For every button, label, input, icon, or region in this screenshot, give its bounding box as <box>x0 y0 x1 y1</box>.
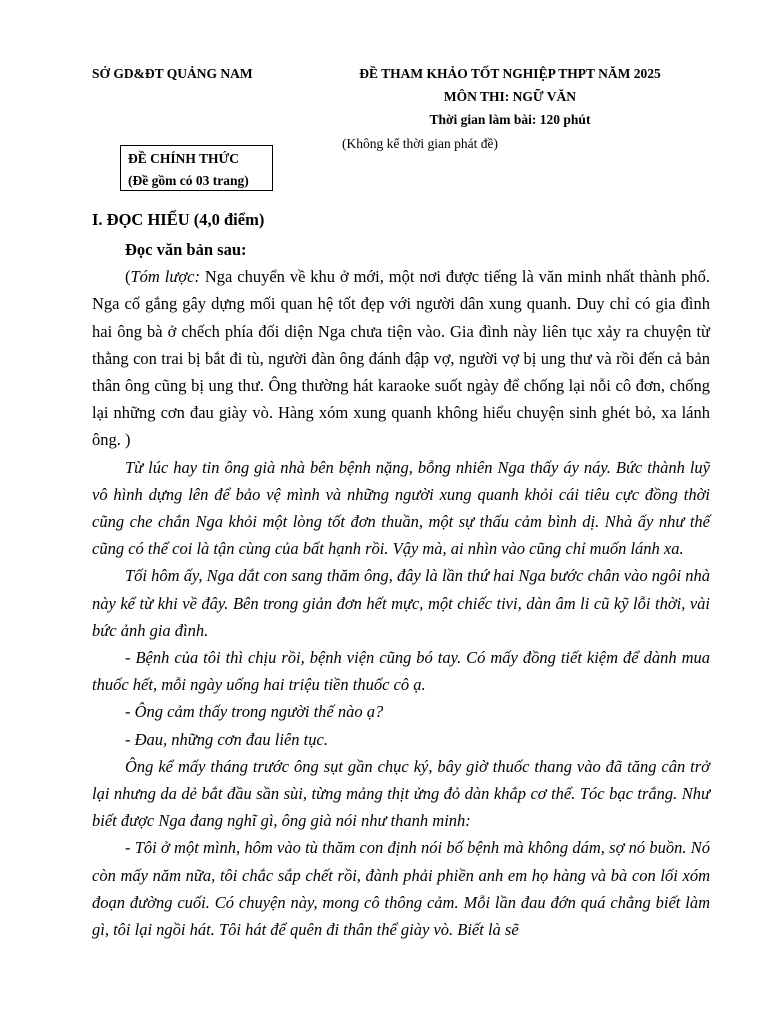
exam-time: Thời gian làm bài: 120 phút <box>429 112 591 127</box>
official-exam-box <box>120 145 273 191</box>
page-count-label: (Đề gồm có 03 trang) <box>128 173 249 188</box>
story-paragraph-2: Tối hôm ấy, Nga dắt con sang thăm ông, đây là lần thứ hai Nga bước chân vào ngôi nhà này kể từ khi về đây. Bên trong giản đơn hết mực, một chiếc tivi, dàn âm li cũ kỹ lỗi thời, vài bức ảnh gia đình. <box>92 566 710 640</box>
summary-text: Nga chuyển về khu ở mới, một nơi được tiếng là văn minh nhất thành phố. Nga cố gắng gây dựng mối quan hệ tốt đẹp với người dân xung quanh. Duy chỉ có gia đình hai ông bà ở chếch phía đối diện Nga chưa tiện vào. Gia đình này liên tục xảy ra chuyện từ thằng con trai bị bắt đi tù, người đàn ông đánh đập vợ, người vợ bị ung thư và rồi đến cả bản thân ông cũng bị ung thư. Ông thường hát karaoke suốt ngày để chống lại nỗi cô đơn, chống lại những cơn đau giày vò. Hàng xóm xung quanh không hiểu chuyện sinh ghét bỏ, xa lánh ông. ) <box>92 267 710 450</box>
summary-label: Tóm lược: <box>130 267 200 287</box>
dialogue-line-3: - Đau, những cơn đau liên tục. <box>125 729 328 749</box>
exam-title: ĐỀ THAM KHẢO TỐT NGHIỆP THPT NĂM 2025 <box>359 66 661 81</box>
section-title: I. ĐỌC HIỂU (4,0 điểm) <box>92 210 265 229</box>
reading-text <box>92 236 710 943</box>
department-name: SỞ GD&ĐT QUẢNG NAM <box>92 66 253 81</box>
dialogue-line-1: - Bệnh của tôi thì chịu rồi, bệnh viện cũng bó tay. Có mấy đồng tiết kiệm để dành mua thuốc hết, mỗi ngày uống hai triệu tiền thuốc cô ạ. <box>92 648 710 695</box>
reading-instruction: Đọc văn bản sau: <box>125 240 247 259</box>
dialogue-line-4: - Tôi ở một mình, hôm vào tù thăm con định nói bố bệnh mà không dám, sợ nó buồn. Nó còn mấy năm nữa, tôi chắc sắp chết rồi, đành phải phiền anh em họ hàng và bà con lối xóm đoạn đường cuối. Có chuyện này, mong cô thông cảm. Mỗi lần đau đớn quá chẳng biết làm gì, tôi lại ngồi hát. Tôi hát để quên đi thân thể giày vò. Biết là sẽ <box>92 838 710 940</box>
summary-paragraph <box>92 263 710 453</box>
official-label: ĐỀ CHÍNH THỨC <box>128 151 240 166</box>
subject-title: MÔN THI: NGỮ VĂN <box>443 89 577 104</box>
story-paragraph-3: Ông kể mấy tháng trước ông sụt gần chục ký, bây giờ thuốc thang vào đã tăng cân trở lại nhưng da dẻ bắt đầu sần sùi, từng mảng thịt ửng đỏ dàn khắp cơ thể. Tóc bạc trắng. Như biết được Nga đang nghĩ gì, ông già nói như thanh minh: <box>92 756 710 831</box>
story-paragraph-1: Từ lúc hay tin ông già nhà bên bệnh nặng, bỗng nhiên Nga thấy áy náy. Bức thành luỹ vô hình dựng lên để bảo vệ mình và những người xung quanh khỏi cái tiêu cực đồng thời cũng che chắn Nga khỏi một lòng tốt đơn thuần, một sự thấu cảm bình dị. Nhà ấy như thế cũng có thể coi là tận cùng của bất hạnh rồi. Vậy mà, ai nhìn vào cũng chỉ muốn lánh xa. <box>92 457 710 559</box>
exam-time-note: (Không kể thời gian phát đề) <box>342 136 498 151</box>
dialogue-line-2: - Ông cảm thấy trong người thế nào ạ? <box>125 702 384 722</box>
summary-open-paren: ( <box>125 267 131 287</box>
